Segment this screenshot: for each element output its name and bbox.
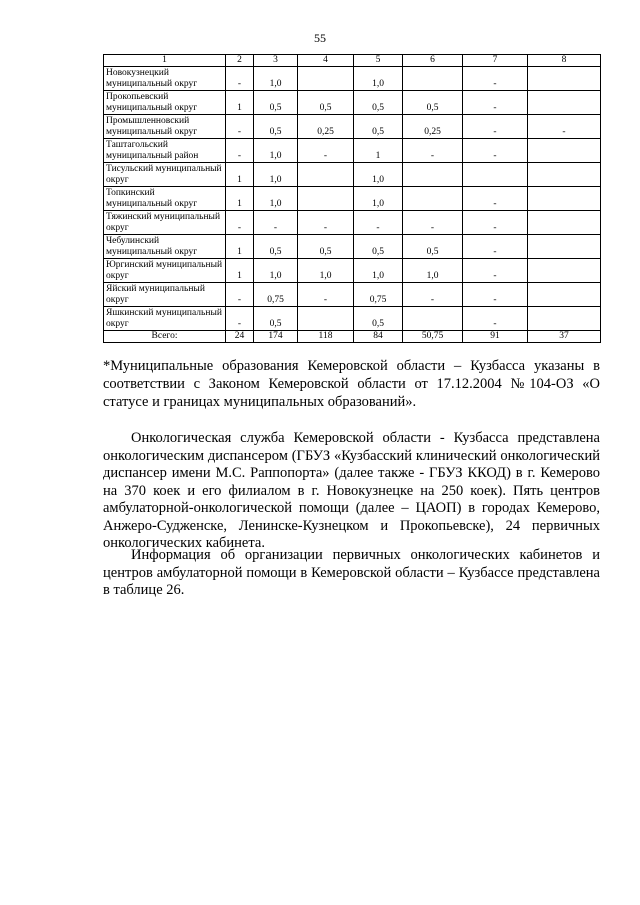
table-cell: -	[463, 211, 528, 235]
table-cell: 1	[226, 163, 254, 187]
table-cell	[298, 307, 354, 331]
table-cell	[403, 163, 463, 187]
municipality-name: Юргинский муниципальный округ	[104, 259, 226, 283]
table-header-row	[104, 55, 601, 67]
table-cell	[403, 307, 463, 331]
municipality-name: Чебулинский муниципальный округ	[104, 235, 226, 259]
table-cell	[528, 307, 601, 331]
column-header: 3	[254, 55, 298, 67]
municipality-name: Топкинский муниципальный округ	[104, 187, 226, 211]
municipality-name: Тяжинский муниципальный округ	[104, 211, 226, 235]
column-header: 6	[403, 55, 463, 67]
municipality-name: Таштагольский муниципальный район	[104, 139, 226, 163]
column-header: 5	[354, 55, 403, 67]
table-cell: 0,5	[354, 91, 403, 115]
table-row	[104, 67, 601, 91]
table-row	[104, 211, 601, 235]
table-cell	[528, 259, 601, 283]
column-header: 8	[528, 55, 601, 67]
table-cell: 1,0	[354, 187, 403, 211]
municipality-name: Промышленновский муниципальный округ	[104, 115, 226, 139]
table-cell: -	[226, 307, 254, 331]
data-table	[103, 54, 601, 343]
table-cell	[528, 187, 601, 211]
table-cell: -	[463, 307, 528, 331]
table-cell	[403, 67, 463, 91]
table-cell	[528, 283, 601, 307]
table-cell: -	[298, 283, 354, 307]
table-cell: 0,25	[403, 115, 463, 139]
table-row	[104, 307, 601, 331]
table-cell	[528, 67, 601, 91]
table-total-row	[104, 331, 601, 343]
table-cell: -	[254, 211, 298, 235]
table-cell: 0,5	[254, 307, 298, 331]
table-cell: -	[403, 283, 463, 307]
table-row	[104, 259, 601, 283]
table-cell: -	[226, 67, 254, 91]
table-cell: -	[463, 115, 528, 139]
table-cell: -	[226, 115, 254, 139]
table-cell: 0,5	[354, 307, 403, 331]
table-cell: 0,5	[354, 235, 403, 259]
table-cell: 0,5	[298, 235, 354, 259]
table-footnote: *Муниципальные образования Кемеровской области – Кузбасса указаны в соответствии с Законом Кемеровской области от 17.12.2004 №104-ОЗ «О статусе и границах муниципальных образований».	[103, 358, 600, 410]
table-cell: 0,5	[298, 91, 354, 115]
table-cell: -	[463, 91, 528, 115]
table-row	[104, 115, 601, 139]
table-row	[104, 235, 601, 259]
table-cell: -	[403, 139, 463, 163]
total-label: Всего:	[104, 331, 226, 343]
table-cell: 0,75	[254, 283, 298, 307]
table-cell: 1,0	[254, 139, 298, 163]
total-cell: 37	[528, 331, 601, 343]
table-cell	[298, 67, 354, 91]
page-number: 55	[314, 31, 326, 45]
table-cell: 0,5	[403, 91, 463, 115]
municipality-name: Яшкинский муниципальный округ	[104, 307, 226, 331]
table-cell: 1	[226, 91, 254, 115]
table-cell: 0,5	[254, 91, 298, 115]
total-cell: 91	[463, 331, 528, 343]
table-cell: 1,0	[254, 259, 298, 283]
column-header: 4	[298, 55, 354, 67]
municipality-name: Новокузнецкий муниципальный округ	[104, 67, 226, 91]
table-cell: -	[463, 235, 528, 259]
table-cell: 1	[226, 187, 254, 211]
table-cell: 1	[226, 259, 254, 283]
table-cell: 1,0	[354, 163, 403, 187]
table-cell: 1,0	[254, 67, 298, 91]
total-cell: 174	[254, 331, 298, 343]
table-row	[104, 91, 601, 115]
table-cell	[403, 187, 463, 211]
table-cell: -	[463, 67, 528, 91]
table-cell: -	[528, 115, 601, 139]
municipality-name: Прокопьевский муниципальный округ	[104, 91, 226, 115]
table-cell	[528, 163, 601, 187]
table-cell	[463, 163, 528, 187]
table-cell	[298, 163, 354, 187]
table-cell: 1,0	[298, 259, 354, 283]
table-cell: 0,5	[254, 115, 298, 139]
table-cell: 1,0	[254, 187, 298, 211]
table-cell: -	[226, 211, 254, 235]
table-cell: -	[226, 139, 254, 163]
table-cell: 1,0	[254, 163, 298, 187]
total-cell: 118	[298, 331, 354, 343]
table-cell	[528, 91, 601, 115]
table-cell: -	[463, 139, 528, 163]
table-cell: 1	[226, 235, 254, 259]
table-cell: 0,25	[298, 115, 354, 139]
column-header: 1	[104, 55, 226, 67]
table-cell: -	[403, 211, 463, 235]
table-cell: 1	[354, 139, 403, 163]
table-cell: 1,0	[354, 259, 403, 283]
table-cell: -	[298, 139, 354, 163]
table-cell: 1,0	[354, 67, 403, 91]
paragraph-oncology-service: Онкологическая служба Кемеровской области - Кузбасса представлена онкологическим диспансером (ГБУЗ «Кузбасский клинический онкологический диспансер имени М.С. Раппопорта» (далее также - ГБУЗ ККОД) в г. Кемерово на 370 коек и его филиалом в г. Новокузнецке на 250 коек). Пять центров амбулаторной-онкологической помощи (далее – ЦАОП) в городах Кемерово, Анжеро-Судженске, Ленинске-Кузнецком и Прокопьевске), 24 первичных онкологических кабинета.	[103, 430, 600, 551]
column-header: 2	[226, 55, 254, 67]
table-cell	[528, 235, 601, 259]
table-cell: 0,5	[403, 235, 463, 259]
table-cell: 0,75	[354, 283, 403, 307]
table-cell: 0,5	[254, 235, 298, 259]
municipality-name: Тисульский муниципальный округ	[104, 163, 226, 187]
paragraph-table-reference: Информация об организации первичных онкологических кабинетов и центров амбулаторной помощи в Кемеровской области – Кузбассе представлена в таблице 26.	[103, 547, 600, 598]
table-cell	[298, 187, 354, 211]
table-cell: -	[463, 283, 528, 307]
table-cell	[528, 211, 601, 235]
table-cell: -	[354, 211, 403, 235]
table-cell: -	[298, 211, 354, 235]
table-cell	[528, 139, 601, 163]
column-header: 7	[463, 55, 528, 67]
total-cell: 84	[354, 331, 403, 343]
table-row	[104, 187, 601, 211]
municipality-name: Яйский муниципальный округ	[104, 283, 226, 307]
table-cell: -	[463, 187, 528, 211]
table-row	[104, 139, 601, 163]
total-cell: 50,75	[403, 331, 463, 343]
table-cell: 0,5	[354, 115, 403, 139]
table-cell: -	[463, 259, 528, 283]
table-row	[104, 283, 601, 307]
total-cell: 24	[226, 331, 254, 343]
table-cell: -	[226, 283, 254, 307]
table-cell: 1,0	[403, 259, 463, 283]
table-row	[104, 163, 601, 187]
